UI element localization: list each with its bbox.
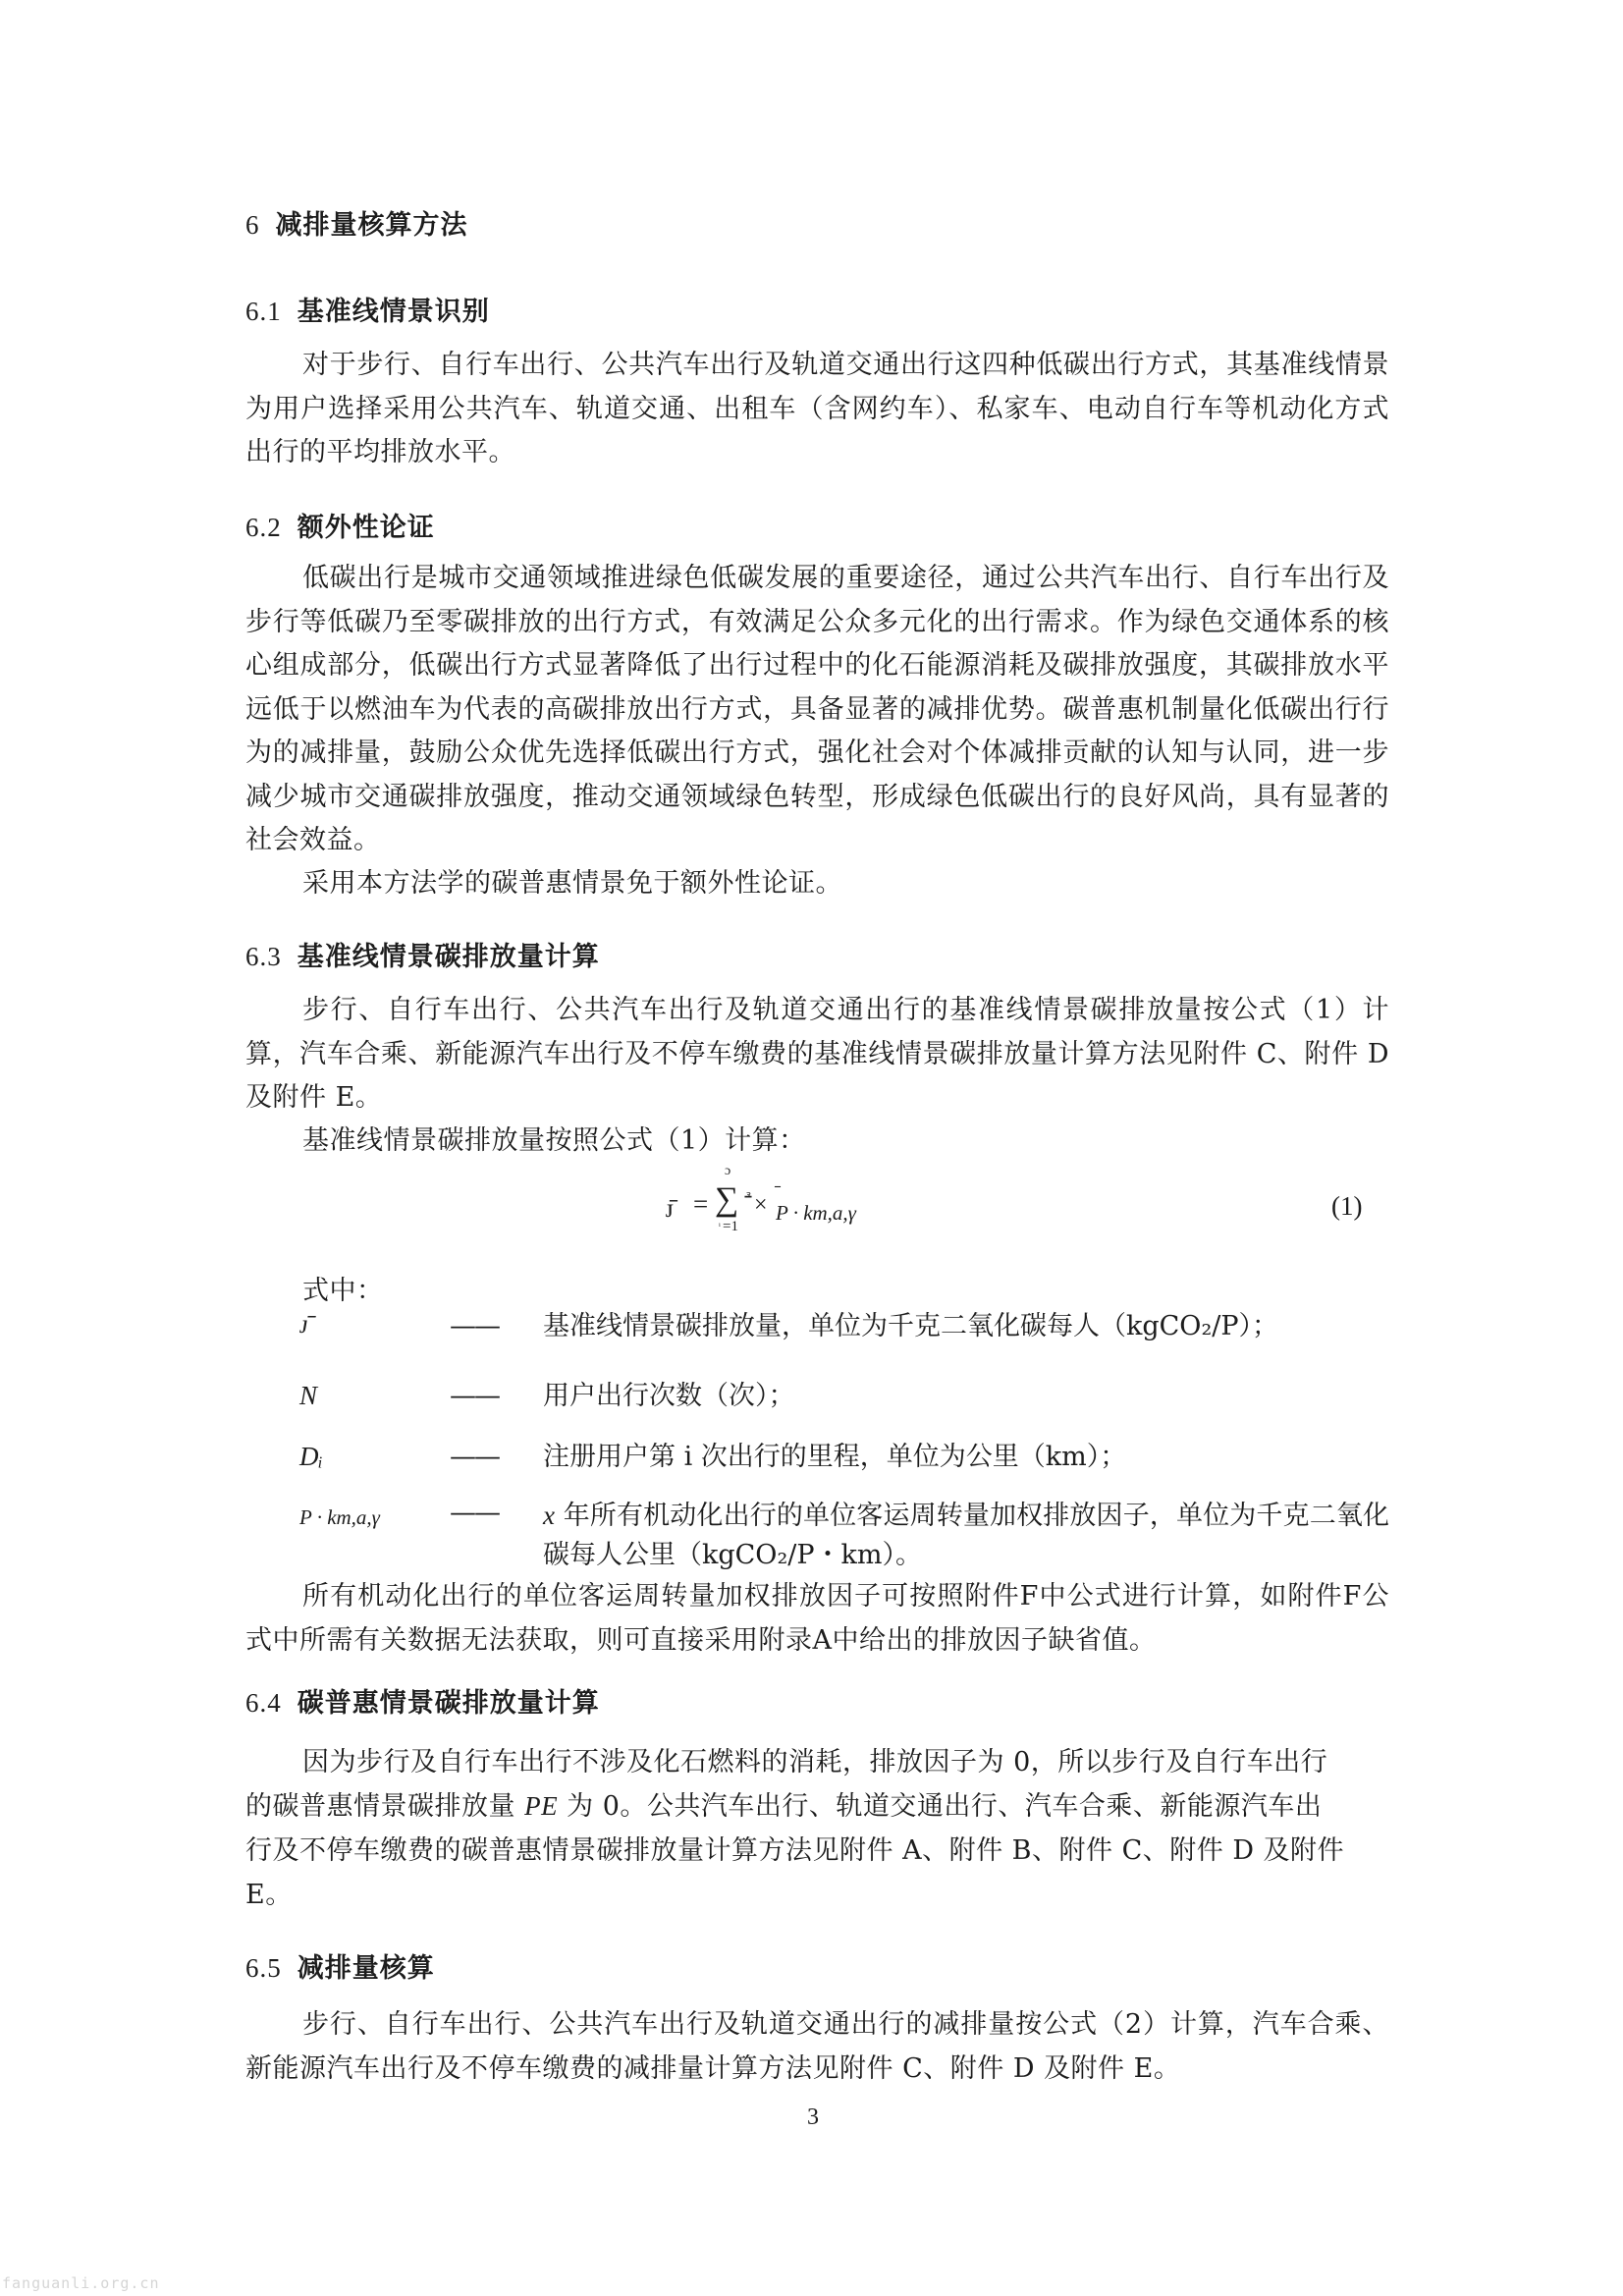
variable-description-text: 年所有机动化出行的单位客运周转量加权排放因子，单位为千克二氧化碳每人公里（kgCO₂/P・km）。 [543, 1501, 1389, 1570]
section-number: 6.2 [245, 513, 282, 542]
variable-dash: —— [450, 1311, 499, 1341]
paragraph-6-4-text-b: 为 0。公共汽车出行、轨道交通出行、汽车合乘、新能源汽车出 [558, 1791, 1323, 1822]
section-title: 碳普惠情景碳排放量计算 [297, 1688, 600, 1719]
variable-description [543, 1496, 1389, 1575]
formula-lower-limit: =1 [723, 1219, 738, 1234]
section-number: 6.1 [245, 297, 282, 326]
formula-sigma: ∑ [715, 1181, 739, 1218]
paragraph-6-3-b: 基准线情景碳排放量按照公式（1）计算： [302, 1125, 806, 1156]
section-heading-6 [245, 203, 468, 242]
variable-symbol: N [299, 1381, 318, 1410]
paragraph-6-1: 对于步行、自行车出行、公共汽车出行及轨道交通出行这四种低碳出行方式，其基准线情景为用户选择采用公共汽车、轨道交通、出租车（含网约车）、私家车、电动自行车等机动化方式出行的平均排放水平。 [245, 350, 1389, 467]
paragraph-6-4-line-2 [245, 1784, 1322, 1823]
section-title: 减排量核算方法 [275, 210, 468, 241]
formula-upper-limit: ɔ [725, 1164, 731, 1178]
variable-description: 注册用户第 i 次出行的里程，单位为公里（km）； [543, 1442, 1127, 1472]
variable-dash: —— [450, 1442, 499, 1472]
variable-dash: —— [450, 1381, 499, 1411]
equation-number: (1) [1331, 1191, 1363, 1221]
formula-equals: = [693, 1189, 709, 1219]
variable-dash: —— [450, 1498, 499, 1528]
section-title: 基准线情景碳排放量计算 [297, 942, 600, 972]
paragraph-6-3-a: 步行、自行车出行、公共汽车出行及轨道交通出行的基准线情景碳排放量按公式（1）计算，汽车合乘、新能源汽车出行及不停车缴费的基准线情景碳排放量计算方法见附件 C、附件 D 及附件 E。 [245, 995, 1389, 1113]
variable-description: 基准线情景碳排放量，单位为千克二氧化碳每人（kgCO₂/P）； [543, 1311, 1279, 1341]
paragraph-6-4-line-3: 行及不停车缴费的碳普惠情景碳排放量计算方法见附件 A、附件 B、附件 C、附件 D 及附件 [245, 1835, 1345, 1866]
paragraph-6-5: 步行、自行车出行、公共汽车出行及轨道交通出行的减排量按公式（2）计算，汽车合乘、新能源汽车出行及不停车缴费的减排量计算方法见附件 C、附件 D 及附件 E。 [245, 2009, 1389, 2084]
section-heading-6-2 [245, 506, 435, 544]
variable-symbol: P · km,a,γ [299, 1505, 380, 1529]
section-heading-6-4 [245, 1681, 600, 1720]
paragraph-6-3-d: 所有机动化出行的单位客运周转量加权排放因子可按照附件F中公式进行计算，如附件F公式中所需有关数据无法获取，则可直接采用附录A中给出的排放因子缺省值。 [245, 1581, 1389, 1656]
paragraph-6-4-line-4: E。 [245, 1880, 293, 1910]
section-title: 额外性论证 [297, 513, 435, 543]
section-number: 6.5 [245, 1953, 282, 1983]
paragraph-6-4-line-1: 因为步行及自行车出行不涉及化石燃料的消耗，排放因子为 0，所以步行及自行车出行 [302, 1747, 1328, 1777]
variable-year-symbol: x [543, 1501, 555, 1530]
paragraph-where: 式中： [302, 1276, 384, 1306]
section-number: 6.3 [245, 942, 282, 971]
section-number: 6.4 [245, 1688, 282, 1718]
variable-description: 用户出行次数（次）； [543, 1381, 795, 1411]
paragraph-6-4-text-a: 的碳普惠情景碳排放量 [245, 1791, 525, 1822]
variable-symbol: ᴊ̄ [299, 1309, 310, 1339]
paragraph-6-2-b: 采用本方法学的碳普惠情景免于额外性论证。 [302, 868, 842, 899]
pe-symbol: PE [524, 1791, 559, 1821]
section-number: 6 [245, 210, 260, 240]
formula-lhs: ᴊ̄ [666, 1193, 675, 1223]
section-title: 基准线情景识别 [297, 297, 490, 327]
page-number: 3 [807, 2105, 819, 2130]
paragraph-6-2-a: 低碳出行是城市交通领域推进绿色低碳发展的重要途径，通过公共汽车出行、自行车出行及步行等低碳乃至零碳排放的出行方式，有效满足公众多元化的出行需求。作为绿色交通体系的核心组成部分，低碳出行方式显著降低了出行过程中的化石能源消耗及碳排放强度，其碳排放水平远低于以燃油车为代表的高碳排放出行方式，具备显著的减排优势。碳普惠机制量化低碳出行行为的减排量，鼓励公众优先选择低碳出行方式，强化社会对个体减排贡献的认知与认同，进一步减少城市交通碳排放强度，推动交通领域绿色转型，形成绿色低碳出行的良好风尚，具有显著的社会效益。 [245, 563, 1389, 855]
section-heading-6-3 [245, 935, 600, 973]
variable-symbol: Dᵢ [299, 1442, 323, 1471]
watermark: fanguanli.org.cn [2, 2274, 160, 2292]
section-heading-6-1 [245, 290, 490, 328]
formula-factor: P · km,a,γ [776, 1201, 856, 1225]
formula-1 [660, 1164, 895, 1242]
section-heading-6-5 [245, 1946, 435, 1985]
formula-lower-index: ᵢ [719, 1217, 721, 1229]
section-title: 减排量核算 [297, 1953, 435, 1984]
formula-term: ᷣ̄ × [748, 1192, 768, 1218]
